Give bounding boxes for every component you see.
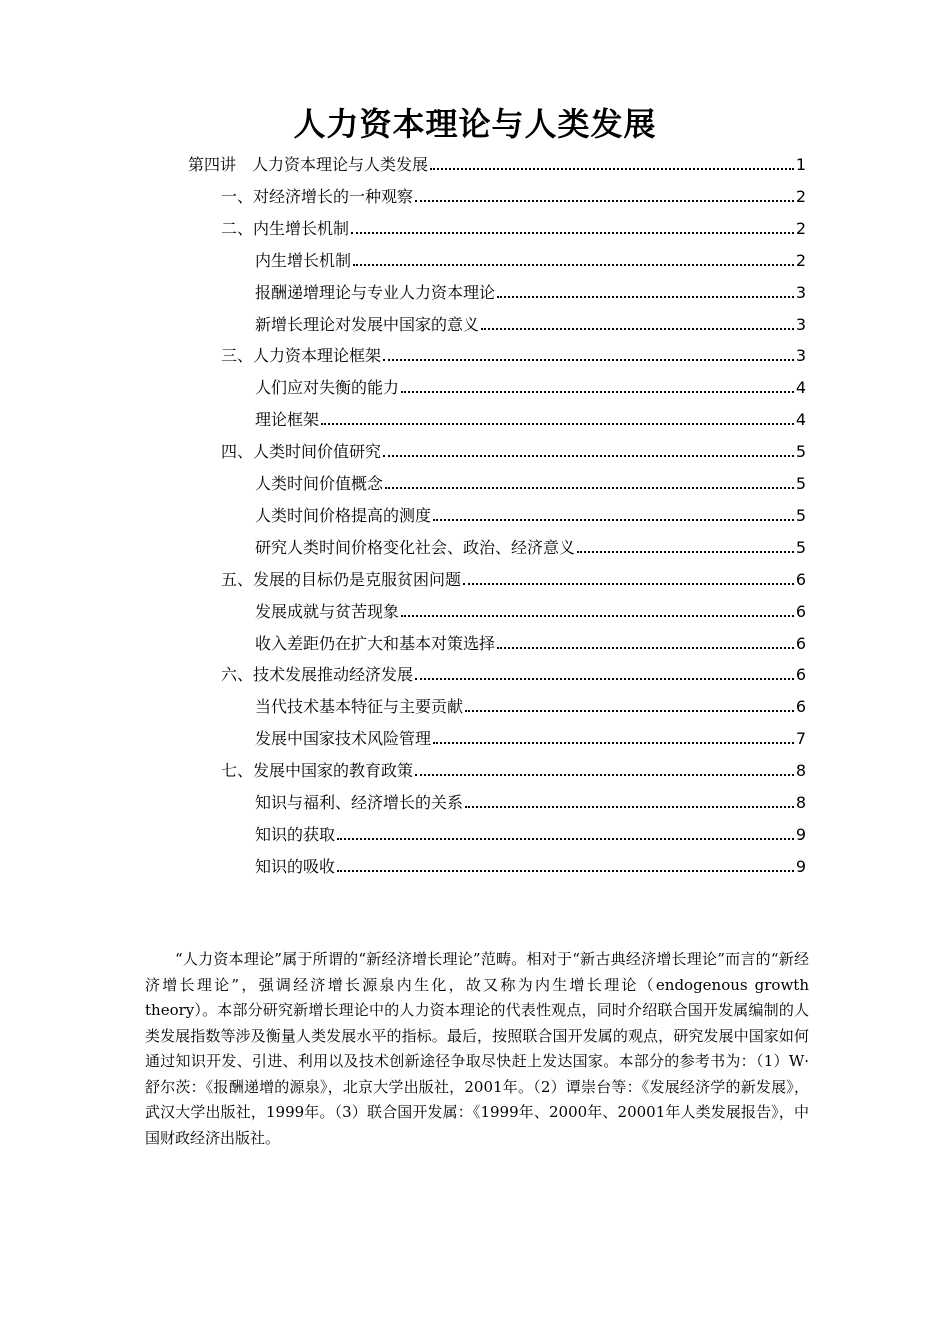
toc-dot-leader <box>497 647 794 649</box>
toc-entry-text: 当代技术基本特征与主要贡献 <box>255 697 464 717</box>
toc-page-number: 4 <box>795 378 806 398</box>
toc-dot-leader <box>353 264 794 266</box>
toc-dot-leader <box>497 296 794 298</box>
toc-entry-text: 知识的获取 <box>255 824 336 844</box>
toc-entry[interactable] <box>255 402 806 432</box>
toc-entry-text: 一、对经济增长的一种观察 <box>221 186 414 206</box>
toc-entry[interactable] <box>221 753 806 783</box>
toc-entry[interactable] <box>255 721 806 751</box>
toc-page-number: 8 <box>795 761 806 781</box>
toc-entry-text: 研究人类时间价格变化社会、政治、经济意义 <box>255 537 576 557</box>
toc-dot-leader <box>383 359 794 361</box>
toc-entry[interactable] <box>255 530 806 560</box>
toc-page-number: 2 <box>795 250 806 270</box>
toc-entry-text: 七、发展中国家的教育政策 <box>221 761 414 781</box>
toc-entry[interactable] <box>188 147 806 177</box>
toc-dot-leader <box>415 200 794 202</box>
toc-entry-text: 知识的吸收 <box>255 856 336 876</box>
toc-entry-text: 发展成就与贫苦现象 <box>255 601 400 621</box>
toc-entry-text: 二、内生增长机制 <box>221 218 350 238</box>
toc-page-number: 1 <box>795 155 806 174</box>
intro-paragraph: “人力资本理论”属于所谓的“新经济增长理论”范畴。相对于“新古典经济增长理论”而言的“新经济增长理论”，强调经济增长源泉内生化，故又称为内生增长理论（endogenous growth theory）。本部分研究新增长理论中的人力资本理论的代表性观点，同时介绍联合国开发属编制的人类发展指数等涉及衡量人类发展水平的指标。最后，按照联合国开发属的观点，研究发展中国家如何通过知识开发、引进、利用以及技术创新途径争取尽快赶上发达国家。本部分的参考书为：（1）W·舒尔茨：《报酬递增的源泉》，北京大学出版社，2001年。（2）谭崇台等：《发展经济学的新发展》，武汉大学出版社，1999年。（3）联合国开发属：《1999年、2000年、20001年人类发展报告》，中国财政经济出版社。 <box>145 950 809 1147</box>
toc-entry[interactable] <box>221 338 806 368</box>
toc-entry[interactable] <box>221 562 806 592</box>
toc-dot-leader <box>401 391 794 393</box>
toc-entry-text: 新增长理论对发展中国家的意义 <box>255 314 480 334</box>
toc-entry-text: 第四讲 人力资本理论与人类发展 <box>188 155 429 174</box>
toc-dot-leader <box>415 774 794 776</box>
toc-entry[interactable] <box>255 785 806 815</box>
toc-entry[interactable] <box>221 434 806 464</box>
toc-dot-leader <box>430 168 794 170</box>
toc-entry[interactable] <box>255 243 806 273</box>
toc-entry-text: 人类时间价值概念 <box>255 474 384 493</box>
toc-dot-leader <box>463 583 794 585</box>
toc-dot-leader <box>433 742 794 744</box>
toc-dot-leader <box>465 806 794 808</box>
toc-entry[interactable] <box>255 370 806 400</box>
toc-entry-text: 理论框架 <box>255 410 320 430</box>
toc-entry-text: 三、人力资本理论框架 <box>221 346 382 366</box>
page-title: 人力资本理论与人类发展 <box>293 105 657 143</box>
toc-page-number: 4 <box>795 410 806 430</box>
toc-entry[interactable] <box>255 498 806 528</box>
toc-entry-text: 四、人类时间价值研究 <box>221 442 382 462</box>
toc-entry-text: 发展中国家技术风险管理 <box>255 729 432 749</box>
toc-page-number: 3 <box>795 314 806 334</box>
toc-entry[interactable] <box>221 657 806 687</box>
toc-dot-leader <box>383 455 794 457</box>
toc-page-number: 7 <box>795 729 806 749</box>
toc-dot-leader <box>321 423 794 425</box>
toc-entry[interactable] <box>221 211 806 241</box>
toc-entry[interactable] <box>255 626 806 656</box>
toc-page-number: 5 <box>795 505 806 525</box>
toc-page-number: 6 <box>795 601 806 621</box>
toc-entry-text: 人类时间价格提高的测度 <box>255 505 432 525</box>
toc-page-number: 5 <box>795 537 806 557</box>
toc-page-number: 9 <box>795 856 806 876</box>
toc-entry[interactable] <box>255 849 806 879</box>
toc-entry[interactable] <box>255 466 806 496</box>
toc-dot-leader <box>337 870 794 872</box>
toc-entry[interactable] <box>255 689 806 719</box>
toc-entry-text: 收入差距仍在扩大和基本对策选择 <box>255 633 496 653</box>
toc-dot-leader <box>385 487 794 489</box>
toc-dot-leader <box>465 710 794 712</box>
toc-page-number: 3 <box>795 346 806 366</box>
toc-page-number: 5 <box>795 474 806 493</box>
toc-entry-text: 六、技术发展推动经济发展 <box>221 665 414 685</box>
toc-entry-text: 人们应对失衡的能力 <box>255 378 400 398</box>
toc-page-number: 6 <box>795 665 806 685</box>
toc-entry-text: 报酬递增理论与专业人力资本理论 <box>255 282 496 302</box>
toc-page-number: 5 <box>795 442 806 462</box>
toc-entry[interactable] <box>255 307 806 337</box>
toc-dot-leader <box>433 519 794 521</box>
toc-dot-leader <box>401 615 794 617</box>
toc-page-number: 2 <box>795 186 806 206</box>
toc-entry[interactable] <box>255 594 806 624</box>
toc-entry-text: 内生增长机制 <box>255 250 352 270</box>
toc-entry[interactable] <box>221 179 806 209</box>
toc-dot-leader <box>351 232 794 234</box>
toc-dot-leader <box>481 328 794 330</box>
toc-dot-leader <box>337 838 794 840</box>
toc-entry-text: 知识与福利、经济增长的关系 <box>255 793 464 812</box>
toc-dot-leader <box>577 551 794 553</box>
toc-page-number: 9 <box>795 824 806 844</box>
toc-page-number: 8 <box>795 793 806 812</box>
toc-page-number: 3 <box>795 282 806 302</box>
toc-entry[interactable] <box>255 817 806 847</box>
toc-entry[interactable] <box>255 275 806 305</box>
toc-page-number: 6 <box>795 633 806 653</box>
toc-entry-text: 五、发展的目标仍是克服贫困问题 <box>221 569 462 589</box>
toc-page-number: 2 <box>795 218 806 238</box>
toc-page-number: 6 <box>795 697 806 717</box>
toc-dot-leader <box>415 678 794 680</box>
toc-page-number: 6 <box>795 569 806 589</box>
